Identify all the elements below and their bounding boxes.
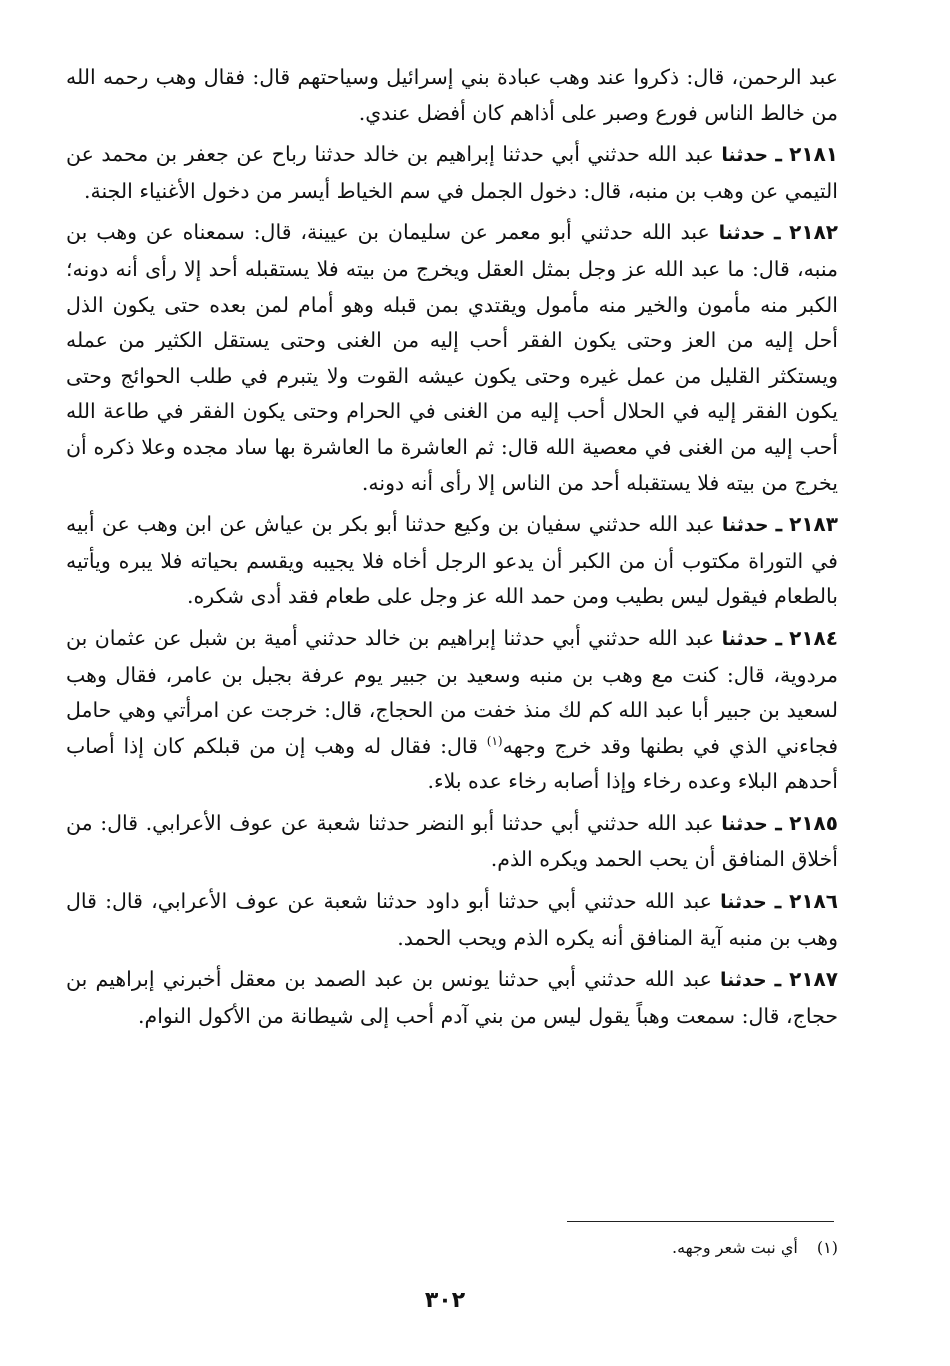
hadith-heading: حدثنا xyxy=(721,514,769,537)
paragraph-text: عبد الله حدثني أبي حدثنا إبراهيم بن خالد حدثني أمية بن شبل عن عثمان بن مردوية، قال: كنت مع وهب بن منبه وسعيد بن جبير يوم عرفة بجبل بن عامر، فقال وهب لسعيد بن جبير أبا عبد الله كم لك منذ خفت من الحجاج، قال: خرجت عن امرأتي وهي حامل فجاءني الذي في بطنها وقد خرج وجهه xyxy=(66,625,838,758)
footnote-reference[interactable]: (١) xyxy=(486,733,503,748)
hadith-heading: حدثنا xyxy=(721,144,769,167)
paragraph-2182 xyxy=(66,215,838,501)
hadith-number: ٢١٨٦ xyxy=(789,889,838,914)
hadith-number: ٢١٨٤ xyxy=(789,625,838,650)
footnote xyxy=(66,1236,838,1260)
paragraph-text: عبد الرحمن، قال: ذكروا عند وهب عبادة بني إسرائيل وسياحتهم قال: فقال وهب رحمه الله من خالط الناس فورع وصبر على أذاهم كان أفضل عندي. xyxy=(66,65,838,125)
paragraph-continuation xyxy=(66,60,838,131)
paragraph-text-continued: قال: فقال له وهب إن من قبلكم كان إذا أصاب أحدهم البلاء وعده رخاء وإذا أصابه رخاء عده بلاء. xyxy=(66,733,838,794)
paragraph-text: عبد الله حدثني أبي حدثنا أبو النضر حدثنا شعبة عن عوف الأعرابي. قال: من أخلاق المنافق أن يحب الحمد ويكره الذم. xyxy=(66,810,838,872)
dash: ـ xyxy=(774,967,781,992)
page-number: ٣٠٢ xyxy=(424,1288,466,1313)
dash: ـ xyxy=(775,512,782,537)
paragraph-2183 xyxy=(66,507,838,615)
footnote-divider xyxy=(567,1221,834,1222)
paragraph-text: عبد الله حدثني أبي حدثنا يونس بن عبد الصمد بن معقل أخبرني إبراهيم بن حجاج، قال: سمعت وهباً يقول ليس من بني آدم أحب إلى شيطانة من الأكول النوام. xyxy=(66,967,838,1028)
hadith-number: ٢١٨٥ xyxy=(789,810,838,835)
footnote-text: أي نبت شعر وجهه. xyxy=(671,1238,798,1257)
hadith-heading: حدثنا xyxy=(721,627,769,650)
paragraph-2184 xyxy=(66,621,838,800)
paragraph-text: عبد الله حدثني سفيان بن وكيع حدثنا أبو بكر بن عياش عن ابن وهب عن أبيه في التوراة مكتوب أن من الكبر أن يدعو الرجل أخاه فلا يجيبه ويقسم بحياته فلا يبره ويأتيه بالطعام فيقول ليس بطيب ومن حمد الله عز وجل على طعام فقد أدى شكره. xyxy=(66,512,838,609)
paragraph-2181 xyxy=(66,137,838,209)
paragraph-2186 xyxy=(66,884,838,956)
hadith-number: ٢١٨١ xyxy=(789,142,838,167)
hadith-heading: حدثنا xyxy=(720,969,767,992)
hadith-heading: حدثنا xyxy=(721,812,768,835)
hadith-heading: حدثنا xyxy=(718,222,766,245)
paragraph-text: عبد الله حدثني أبي حدثنا إبراهيم بن خالد حدثنا رباح عن جعفر بن محمد عن التيمي عن وهب بن منبه، قال: دخول الجمل في سم الخياط أيسر من دخول الأغنياء الجنة. xyxy=(66,142,838,203)
paragraph-text: عبد الله حدثني أبو معمر عن سليمان بن عيينة، قال: سمعناه عن وهب بن منبه، قال: ما عبد الله عز وجل بمثل العقل ويخرج من بيته فلا يستقبله أحد إلا رأى أنه دونه؛ الكبر منه مأمون والخير منه مأمول ويقتدي بمن قبله وهو أمام لمن بعده حتى يكون الذل أحل إليه من العز وحتى يكون الفقر أحب إليه من الغنى وحتى يستقل الكثير من عمله ويستكثر القليل من عمل غيره وحتى يكون عيشه القوت ولا يتبرم في طلب الحوائج وحتى يكون الفقر إليه في الحلال أحب إليه من الغنى في الحرام وحتى يكون الفقر في طاعة الله أحب إليه من الغنى في معصية الله قال: ثم العاشرة ما العاشرة بها ساد مجده وعلا ذكره أن يخرج من بيته فلا يستقبله أحد من الناس إلا رأى أنه دونه. xyxy=(66,220,838,495)
footnote-mark: (١) xyxy=(816,1238,838,1257)
dash: ـ xyxy=(774,220,781,245)
hadith-number: ٢١٨٢ xyxy=(789,220,838,245)
paragraph-text: عبد الله حدثني أبي حدثنا أبو داود حدثنا شعبة عن عوف الأعرابي، قال: قال وهب بن منبه آية المنافق أنه يكره الذم ويحب الحمد. xyxy=(66,889,838,950)
hadith-number: ٢١٨٧ xyxy=(789,967,838,992)
dash: ـ xyxy=(775,625,782,650)
dash: ـ xyxy=(775,810,782,835)
hadith-heading: حدثنا xyxy=(720,891,767,914)
dash: ـ xyxy=(774,889,781,914)
dash: ـ xyxy=(775,142,782,167)
hadith-number: ٢١٨٣ xyxy=(789,512,838,537)
page-body xyxy=(66,60,838,1040)
paragraph-2187 xyxy=(66,962,838,1034)
paragraph-2185 xyxy=(66,806,838,878)
